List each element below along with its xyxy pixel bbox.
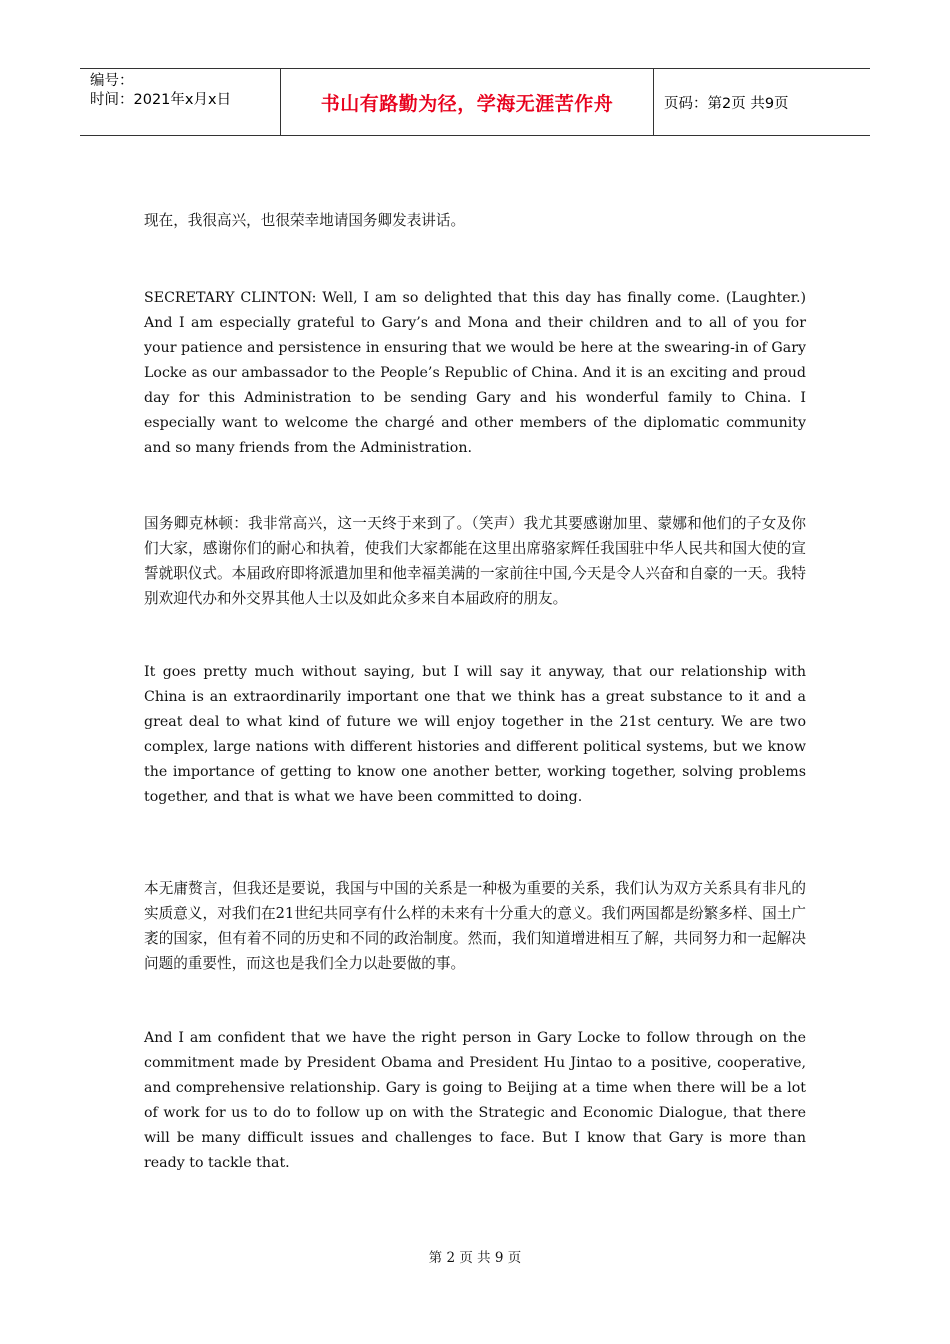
paragraph-clinton-zh-1: 国务卿克林顿：我非常高兴，这一天终于来到了。（笑声）我尤其要感谢加里、蒙娜和他们的子女及你们大家，感谢你们的耐心和执着，使我们大家都能在这里出席骆家辉任我国驻中华人民共和国大使的宣誓就职仪式。本届政府即将派遣加里和他幸福美满的一家前往中国,今天是令人兴奋和自豪的一天。我特别欢迎代办和外交界其他人士以及如此众多来自本届政府的朋友。	[144, 515, 806, 607]
paragraph-clinton-en-2: It goes pretty much without saying, but I will say it anyway, that our relationship with China is an extraordinarily important one that we think has a great substance to it and a great deal to what kind of future we will enjoy together in the 21st century. We are two complex, large nations with different histories and different political systems, but we know the importance of getting to know one another better, working together, solving problems together, and that is what we have been committed to doing.	[144, 664, 806, 805]
header-page-label: 页码：第2页 共9页	[664, 95, 789, 112]
header-motto: 书山有路勤为径，学海无涯苦作舟	[281, 69, 654, 135]
page-header	[80, 68, 870, 136]
paragraph-clinton-en-3: And I am confident that we have the right person in Gary Locke to follow through on the commitment made by President Obama and President Hu Jintao to a positive, cooperative, and comprehensive relationship. Gary is going to Beijing at a time when there will be a lot of work for us to do to follow up on with the Strategic and Economic Dialogue, that there will be many difficult issues and challenges to face. But I know that Gary is more than ready to tackle that.	[144, 1030, 806, 1171]
number-label: 编号：	[90, 73, 134, 89]
header-meta	[80, 69, 281, 135]
paragraph-clinton-zh-2: 本无庸赘言，但我还是要说，我国与中国的关系是一种极为重要的关系，我们认为双方关系具有非凡的实质意义，对我们在21世纪共同享有什么样的未来有十分重大的意义。我们两国都是纷繁多样、国土广袤的国家，但有着不同的历史和不同的政治制度。然而，我们知道增进相互了解，共同努力和一起解决问题的重要性，而这也是我们全力以赴要做的事。	[144, 880, 806, 972]
date-label: 时间：2021年x月x日	[90, 92, 232, 108]
paragraph-clinton-en-1: SECRETARY CLINTON: Well, I am so delighted that this day has finally come. (Laughter.) And I am especially grateful to Gary’s and Mona and their children and to all of you for your patience and persistence in ensuring that we would be here at the swearing-in of Gary Locke as our ambassador to the People’s Republic of China. And it is an exciting and proud day for this Administration to be sending Gary and his wonderful family to China. I especially want to welcome the chargé and other members of the diplomatic community and so many friends from the Administration.	[144, 290, 806, 456]
paragraph-intro-zh: 现在，我很高兴，也很荣幸地请国务卿发表讲话。	[144, 212, 466, 229]
page-footer: 第 2 页 共 9 页	[428, 1250, 522, 1266]
document-body	[144, 208, 806, 1176]
